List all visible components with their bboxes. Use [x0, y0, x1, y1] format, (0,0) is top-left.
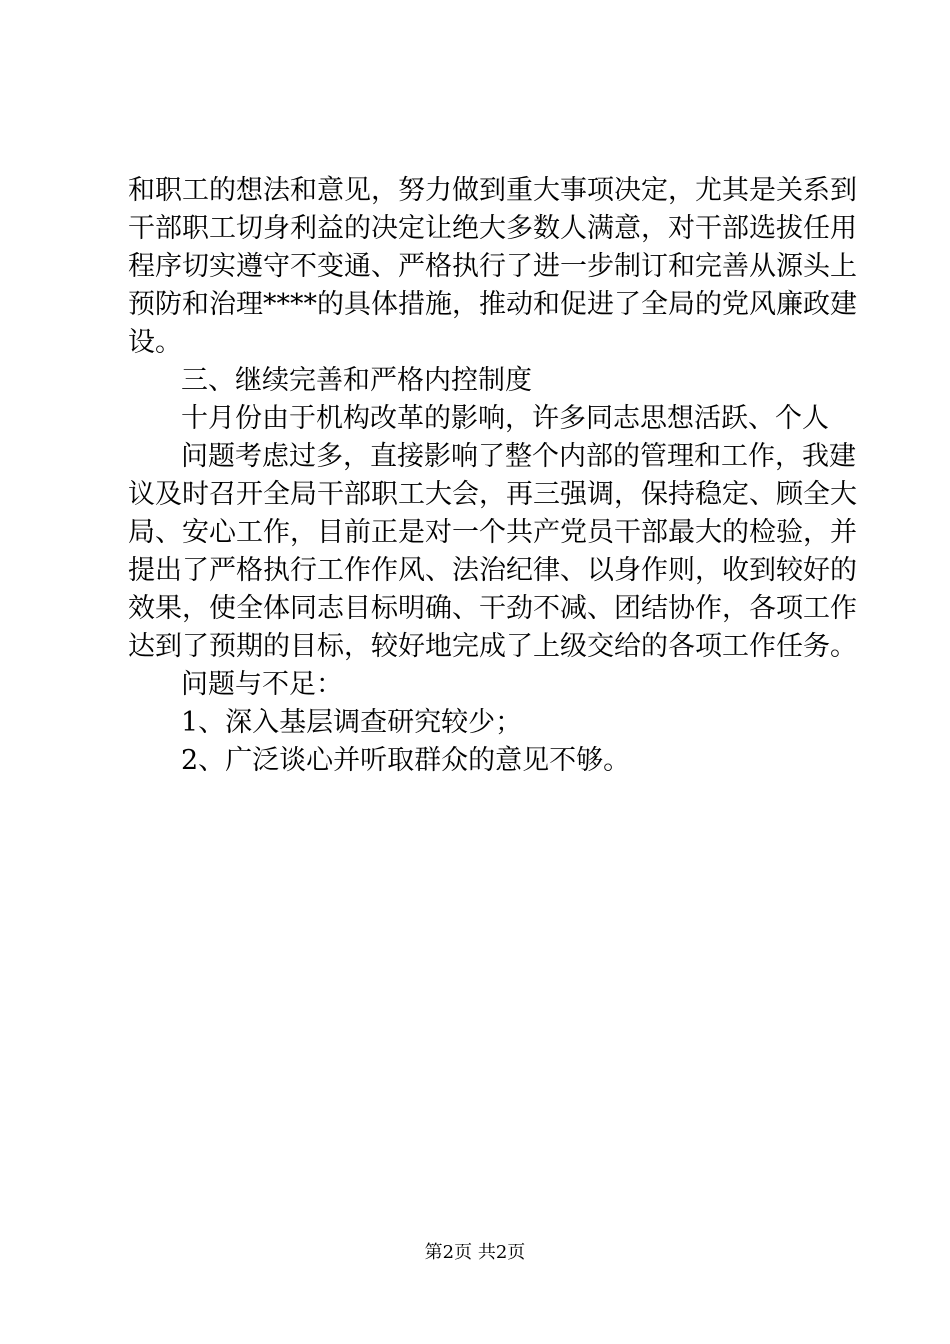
section-heading: 三、继续完善和严格内控制度 [181, 365, 532, 396]
body-text-line: 提出了严格执行工作作风、法治纪律、以身作则，收到较好的 [128, 555, 857, 586]
body-text-line: 十月份由于机构改革的影响，许多同志思想活跃、个人 [181, 403, 829, 434]
page-number-footer: 第2页 共2页 [424, 1242, 526, 1263]
body-text-line: 设。 [128, 327, 182, 358]
body-text-line: 问题考虑过多，直接影响了整个内部的管理和工作，我建 [181, 441, 856, 472]
body-text-line: 议及时召开全局干部职工大会，再三强调，保持稳定、顾全大 [128, 479, 857, 510]
issues-heading: 问题与不足： [181, 669, 343, 700]
body-text-line: 和职工的想法和意见，努力做到重大事项决定，尤其是关系到 [128, 175, 857, 206]
body-text-line: 干部职工切身利益的决定让绝大多数人满意，对干部选拔任用 [128, 213, 857, 244]
list-item: 2、广泛谈心并听取群众的意见不够。 [181, 745, 631, 776]
body-text-line: 达到了预期的目标，较好地完成了上级交给的各项工作任务。 [128, 631, 857, 662]
body-text-line: 程序切实遵守不变通、严格执行了进一步制订和完善从源头上 [128, 251, 857, 282]
list-item: 1、深入基层调查研究较少； [181, 707, 523, 738]
body-text-line: 预防和治理****的具体措施，推动和促进了全局的党风廉政建 [128, 289, 857, 320]
body-text-line: 局、安心工作，目前正是对一个共产党员干部最大的检验，并 [128, 517, 857, 548]
body-text-line: 效果，使全体同志目标明确、干劲不减、团结协作，各项工作 [128, 593, 857, 624]
